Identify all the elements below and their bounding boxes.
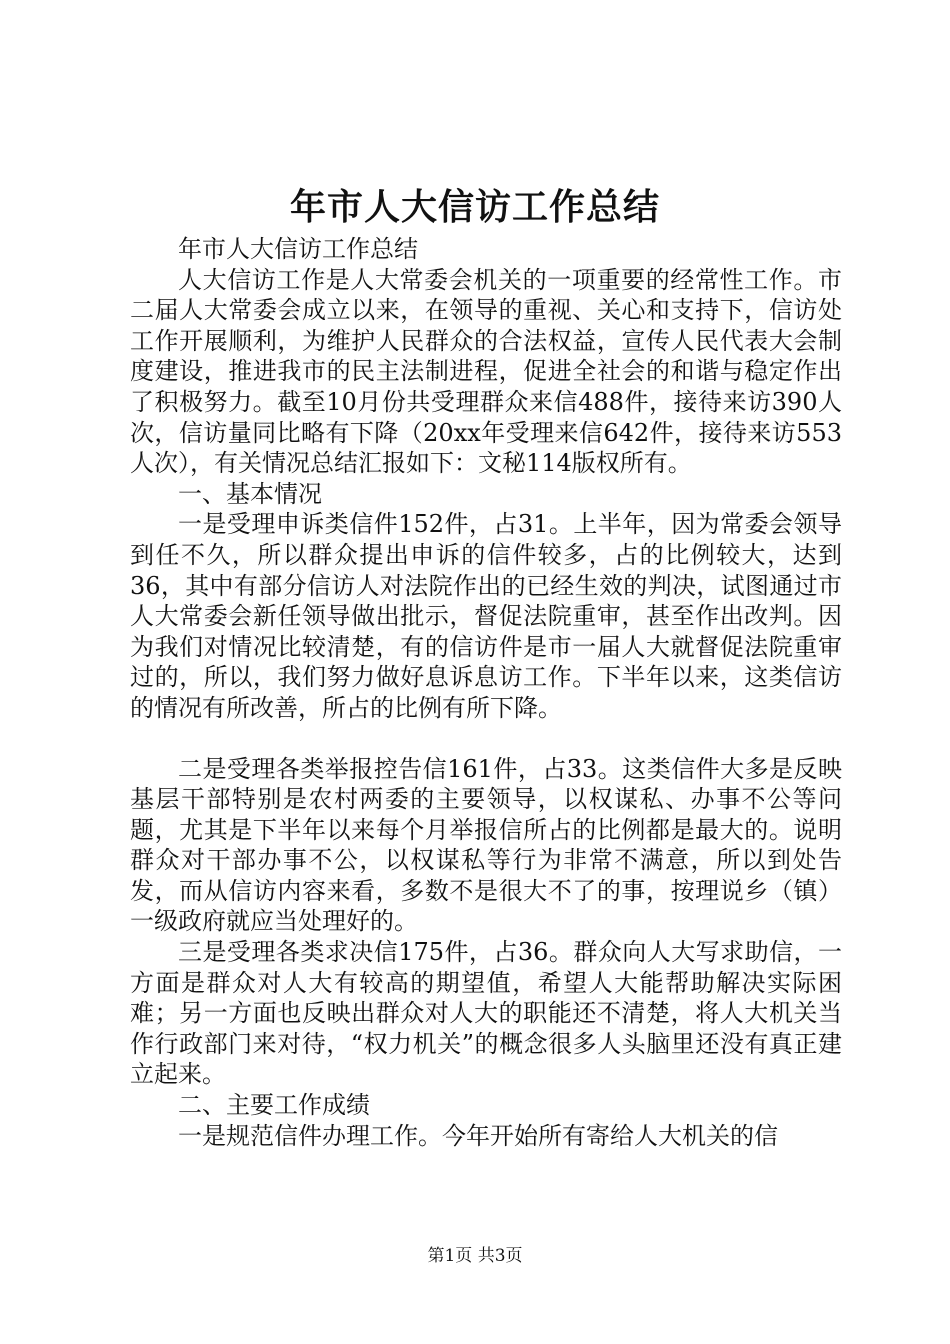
paragraph-requests: 三是受理各类求决信175件，占36。群众向人大写求助信，一方面是群众对人大有较高的期望值，希望人大能帮助解决实际困难；另一方面也反映出群众对人大的职能还不清楚，将人大机关当作行政部门来对待，“权力机关”的概念很多人头脑里还没有真正建立起来。 bbox=[130, 938, 842, 1089]
page-footer: 第1页 共3页 bbox=[427, 1246, 523, 1266]
paragraph-appeals: 一是受理申诉类信件152件，占31。上半年，因为常委会领导到任不久，所以群众提出申诉的信件较多，占的比例较大，达到36，其中有部分信访人对法院作出的已经生效的判决，试图通过市人大常委会新任领导做出批示，督促法院重审，甚至作出改判。因为我们对情况比较清楚，有的信访件是市一届人大就督促法院重审过的，所以，我们努力做好息诉息访工作。下半年以来，这类信访的情况有所改善，所占的比例有所下降。 bbox=[130, 510, 842, 722]
document-title: 年市人大信访工作总结 bbox=[289, 186, 660, 228]
document-body bbox=[130, 234, 842, 1151]
intro-paragraph: 人大信访工作是人大常委会机关的一项重要的经常性工作。市二届人大常委会成立以来，在领导的重视、关心和支持下，信访处工作开展顺利，为维护人民群众的合法权益，宣传人民代表大会制度建设，推进我市的民主法制进程，促进全社会的和谐与稳定作出了积极努力。截至10月份共受理群众来信488件，接待来访390人次，信访量同比略有下降（20xx年受理来信642件，接待来访553人次），有关情况总结汇报如下：文秘114版权所有。 bbox=[130, 265, 842, 478]
paragraph-reports: 二是受理各类举报控告信161件，占33。这类信件大多是反映基层干部特别是农村两委的主要领导，以权谋私、办事不公等问题，尤其是下半年以来每个月举报信所占的比例都是最大的。说明群众对干部办事不公，以权谋私等行为非常不满意，所以到处告发，而从信访内容来看，多数不是很大不了的事，按理说乡（镇）一级政府就应当处理好的。 bbox=[130, 754, 842, 936]
section-heading-achievements: 二、主要工作成绩 bbox=[178, 1091, 370, 1120]
subtitle-paragraph: 年市人大信访工作总结 bbox=[178, 235, 418, 263]
paragraph-standardize-letters: 一是规范信件办理工作。今年开始所有寄给人大机关的信 bbox=[178, 1121, 778, 1150]
section-heading-basic: 一、基本情况 bbox=[178, 479, 322, 508]
